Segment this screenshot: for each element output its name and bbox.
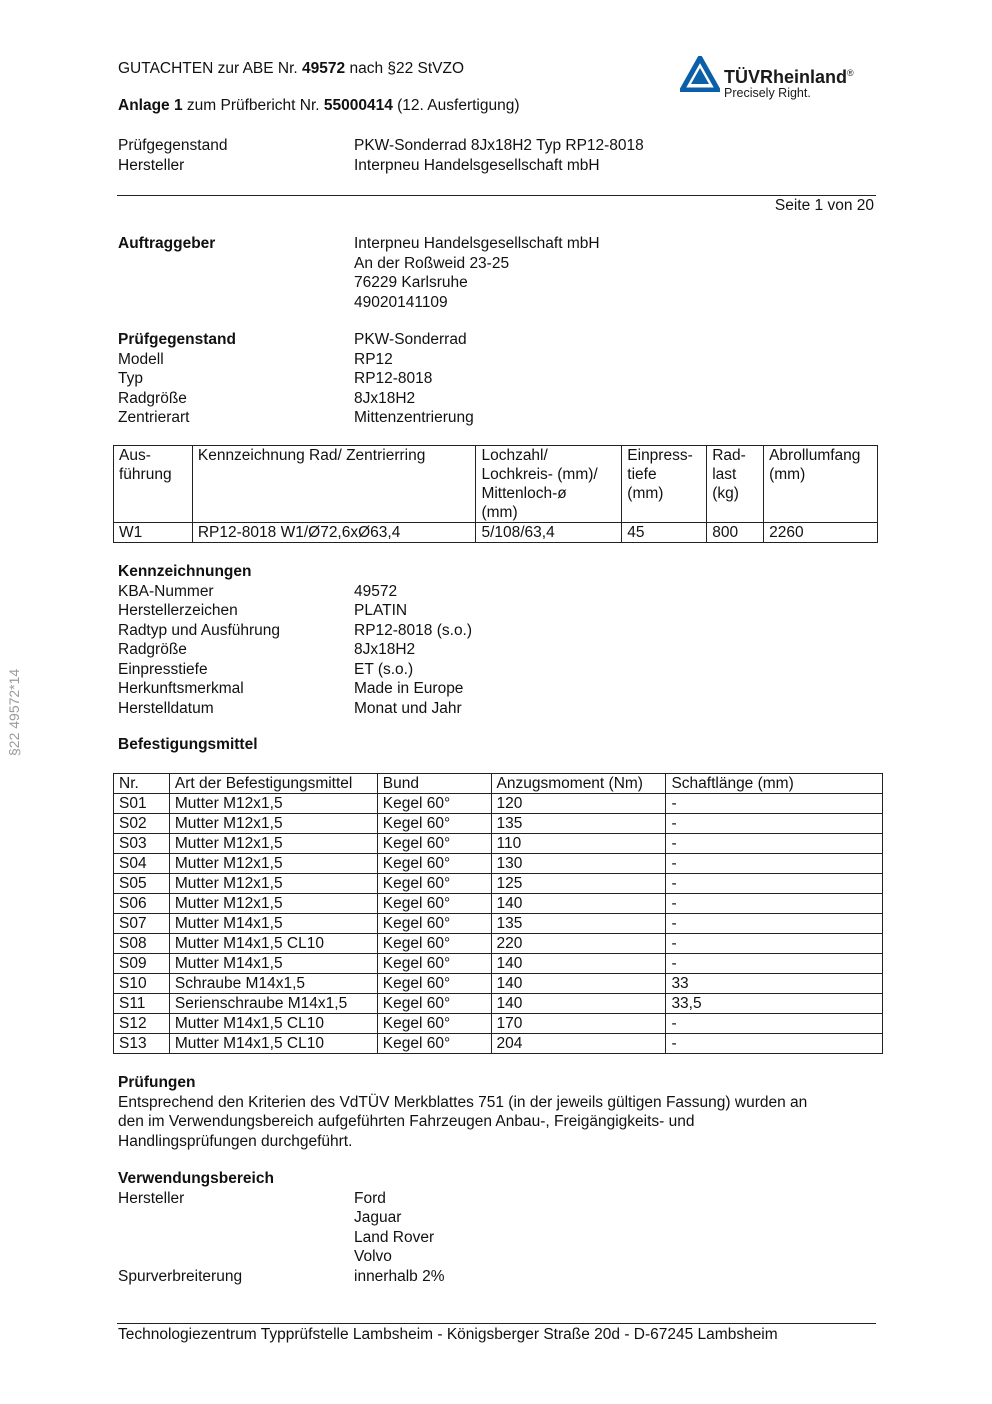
table-row: S13 Mutter M14x1,5 CL10 Kegel 60° 204 - [114,1034,883,1054]
table-row: S02 Mutter M12x1,5 Kegel 60° 135 - [114,814,883,834]
table-row: S12 Mutter M14x1,5 CL10 Kegel 60° 170 - [114,1014,883,1034]
logo-tagline: Precisely Right. [724,86,811,100]
table-row: S01 Mutter M12x1,5 Kegel 60° 120 - [114,794,883,814]
table-row: S08 Mutter M14x1,5 CL10 Kegel 60° 220 - [114,934,883,954]
col-ausfuehrung: Aus- führung [114,446,193,523]
section-title: Verwendungsbereich [118,1170,274,1187]
abe-number: 49572 [302,60,346,77]
table-row: S09 Mutter M14x1,5 Kegel 60° 140 - [114,954,883,974]
table-row: S07 Mutter M14x1,5 Kegel 60° 135 - [114,914,883,934]
logo-wordmark: TÜVRheinland [724,67,848,87]
tuv-triangle-icon [680,56,720,92]
col-lochzahl: Lochzahl/ Lochkreis- (mm)/ Mittenloch-ø (mm) [476,446,622,523]
footer-address: Technologiezentrum Typprüfstelle Lambsheim - Königsberger Straße 20d - D-67245 Lambsheim [118,1326,778,1343]
pruefbericht-number: 55000414 [323,97,393,114]
auftraggeber-section: Auftraggeber Interpneu Handelsgesellschaft mbH An der Roßweid 23-25 76229 Karlsruhe 49020141109 [118,235,600,311]
footer-divider [117,1323,876,1324]
pruefungen-section: Prüfungen Entsprechend den Kriterien des VdTÜV Merkblattes 751 (in der jeweils gültigen Fassung) wurden an den im Verwendungsbereich aufgeführten Fahrzeugen Anbau-, Freigängigkeits- und Handlingsprüfungen durchgeführt. [118,1074,808,1150]
table-row: W1 RP12-8018 W1/Ø72,6xØ63,4 5/108/63,4 45 800 2260 [114,523,878,543]
befestigung-table-header: Nr. Art der Befestigungsmittel Bund Anzugsmoment (Nm) Schaftlänge (mm) [114,774,883,794]
gutachten-title: GUTACHTEN zur ABE Nr. 49572 nach §22 StVZO [118,60,465,77]
section-title: Kennzeichnungen [118,563,252,580]
page-number: Seite 1 von 20 [774,197,874,214]
table-row: S06 Mutter M12x1,5 Kegel 60° 140 - [114,894,883,914]
side-note: §22 49572*14 [6,668,22,756]
col-abrollumfang: Abrollumfang (mm) [764,446,878,523]
wheel-table-header [114,446,878,523]
verwendungsbereich-section: Verwendungsbereich Hersteller Ford Jaguar Land Rover Volvo Spurverbreiterung innerhalb 2% [118,1170,445,1285]
table-row: S04 Mutter M12x1,5 Kegel 60° 130 - [114,854,883,874]
col-einpresstiefe: Einpress- tiefe (mm) [622,446,707,523]
anlage-line: Anlage 1 zum Prüfbericht Nr. 55000414 (12. Ausfertigung) [118,97,520,114]
section-title: Prüfungen [118,1074,196,1091]
table-row: S03 Mutter M12x1,5 Kegel 60° 110 - [114,834,883,854]
kennzeichnungen-section: Kennzeichnungen KBA-Nummer 49572 Herstellerzeichen PLATIN Radtyp und Ausführung RP12-8018 (s.o.) Radgröße 8Jx18H2 Einpresstiefe ET (s.o.) Herkunftsmerkmal Made in Europe Herstelldatum Monat und Jahr [118,563,473,717]
table-row: S11 Serienschraube M14x1,5 Kegel 60° 140 33,5 [114,994,883,1014]
header-summary: Prüfgegenstand PKW-Sonderrad 8Jx18H2 Typ RP12-8018 Hersteller Interpneu Handelsgesellschaft mbH [118,137,644,174]
col-radlast: Rad- last (kg) [707,446,764,523]
table-row: S05 Mutter M12x1,5 Kegel 60° 125 - [114,874,883,894]
wheel-table [113,445,878,543]
col-kennzeichnung: Kennzeichnung Rad/ Zentrierring [192,446,476,523]
pruefgegenstand-section: Prüfgegenstand PKW-Sonderrad Modell RP12 Typ RP12-8018 Radgröße 8Jx18H2 Zentrierart Mittenzentrierung [118,331,474,426]
befestigung-title: Befestigungsmittel [118,736,258,753]
table-row: S10 Schraube M14x1,5 Kegel 60° 140 33 [114,974,883,994]
befestigung-table [113,773,883,1054]
tuv-rheinland-logo: TÜVRheinland® Precisely Right. [680,56,870,106]
